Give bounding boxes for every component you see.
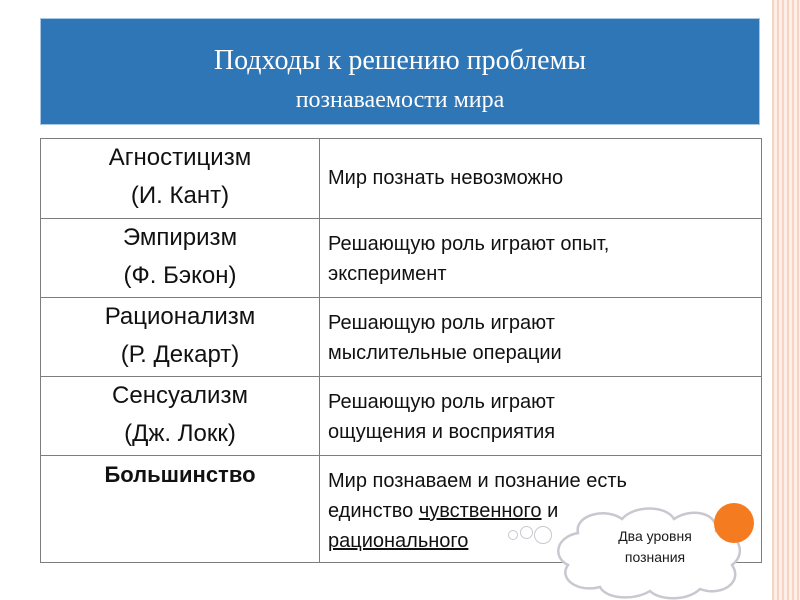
approach-description-cell: [320, 377, 762, 456]
decorative-edge-stripes: [772, 0, 800, 600]
approach-description-cell: [320, 219, 762, 298]
majority-line-2-suffix: и: [541, 500, 559, 522]
callout-line-1: Два уровня: [618, 528, 692, 544]
callout-text: [585, 526, 725, 568]
slide-title-line-1: Подходы к решению проблемы: [213, 45, 587, 76]
approach-description-line-2: ощущения и восприятия: [328, 421, 556, 443]
table-row: [41, 377, 762, 456]
approach-description-cell: [320, 298, 762, 377]
majority-label-cell: [41, 456, 320, 563]
approach-author: (Ф. Бэкон): [123, 262, 237, 289]
approach-author: (И. Кант): [130, 182, 230, 209]
approach-description-line-2: мыслительные операции: [328, 342, 562, 364]
sensory-term: чувственного: [418, 500, 542, 522]
approach-name: Сенсуализм: [112, 382, 248, 409]
slide-title-line-2: познаваемости мира: [295, 87, 505, 113]
majority-description-line-1: Мир познаваем и познание есть: [328, 470, 627, 492]
approach-description: Мир познать невозможно: [328, 167, 564, 189]
approach-description-line-1: Решающую роль играют опыт,: [328, 233, 610, 255]
approach-description-line-1: Решающую роль играют: [328, 391, 555, 413]
approach-name: Рационализм: [104, 303, 256, 330]
approach-name: Эмпиризм: [122, 224, 238, 251]
approach-description-line-2: эксперимент: [328, 263, 447, 285]
rational-term: рационального: [328, 530, 469, 552]
table-row: [41, 139, 762, 219]
approach-name-cell: [41, 139, 320, 219]
callout-line-2: познания: [624, 549, 686, 565]
approach-description-cell: [320, 139, 762, 219]
thought-bubble-dot-medium: [520, 526, 533, 539]
approaches-table: [40, 138, 762, 563]
approach-description-line-1: Решающую роль играют: [328, 312, 555, 334]
approach-author: (Дж. Локк): [124, 420, 236, 447]
approach-name: Агностицизм: [108, 144, 252, 171]
approach-name-cell: [41, 377, 320, 456]
majority-line-2-prefix: единство: [328, 500, 419, 522]
table-row: [41, 219, 762, 298]
thought-bubble-dot-small: [508, 530, 518, 540]
approach-name-cell: [41, 219, 320, 298]
table-row: [41, 298, 762, 377]
title-band: [40, 18, 760, 125]
approach-name-cell: [41, 298, 320, 377]
approach-author: (Р. Декарт): [120, 341, 240, 368]
majority-label: Большинство: [104, 462, 256, 487]
